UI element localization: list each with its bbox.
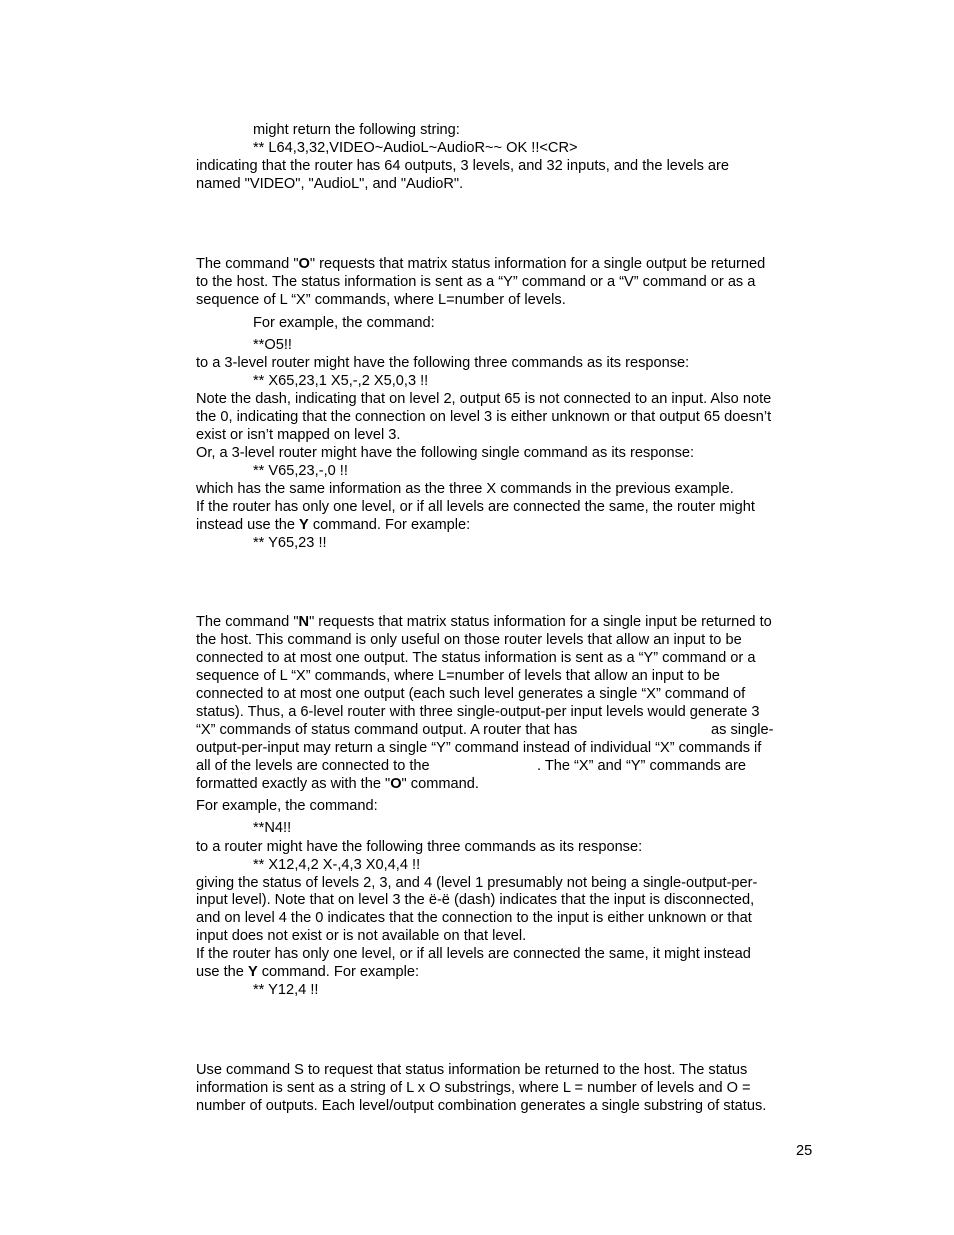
text-line: Note the dash, indicating that on level 2, output 65 is not connected to an input. Also note	[196, 391, 772, 407]
code-line: **O5!!	[253, 337, 292, 353]
command-letter: Y	[247, 964, 258, 980]
text-line: For example, the command:	[253, 315, 435, 331]
text-line: formatted exactly as with the "O" command.	[196, 776, 479, 792]
text-line: information is sent as a string of L x O substrings, where L = number of levels and O =	[196, 1080, 751, 1096]
text-line: For example, the command:	[196, 798, 378, 814]
text-line: might return the following string:	[253, 122, 460, 138]
text-line: If the router has only one level, or if all levels are connected the same, it might instead	[196, 946, 751, 962]
command-letter: Y	[299, 517, 309, 533]
text-line: use the Y command. For example:	[196, 964, 420, 980]
text-line: number of outputs. Each level/output combination generates a single substring of status.	[196, 1098, 767, 1114]
text-line: sequence of L “X” commands, where L=number of levels that allow an input to be	[196, 668, 720, 684]
text-line: to the host. The status information is sent as a “Y” command or a “V” command or as a	[196, 274, 756, 290]
text-line: input does not exist or is not available on that level.	[196, 928, 527, 944]
code-line: ** V65,23,-,0 !!	[253, 463, 348, 479]
text-line: . The “X” and “Y” commands are	[537, 758, 746, 774]
text-line: sequence of L “X” commands, where L=number of levels.	[196, 292, 566, 308]
text-line: status). Thus, a 6-level router with three single-output-per input levels would generate 3	[196, 704, 760, 720]
text-line: connected to at most one output. The status information is sent as a “Y” command or a	[196, 650, 756, 666]
text-line: connected to at most one output (each such level generates a single “X” command of	[196, 686, 746, 702]
text-line: instead use the Y command. For example:	[196, 517, 471, 533]
code-line: ** Y65,23 !!	[253, 535, 327, 551]
text-line: named "VIDEO", "AudioL", and "AudioR".	[196, 176, 464, 192]
code-line: ** X65,23,1 X5,-,2 X5,0,3 !!	[253, 373, 429, 389]
text-line: output-per-input may return a single “Y” command instead of individual “X” commands if	[196, 740, 762, 756]
text-line: and on level 4 the 0 indicates that the connection to the input is either unknown or that	[196, 910, 752, 926]
page-number: 25	[796, 1143, 813, 1159]
code-line: ** Y12,4 !!	[253, 982, 319, 998]
text-line: The command "N" requests that matrix status information for a single input be returned to	[196, 614, 772, 630]
command-letter: O	[298, 256, 310, 272]
code-line: ** X12,4,2 X-,4,3 X0,4,4 !!	[253, 857, 421, 873]
text-line: exist or isn’t mapped on level 3.	[196, 427, 401, 443]
text-line: all of the levels are connected to the	[196, 758, 430, 774]
code-line: ** L64,3,32,VIDEO~AudioL~AudioR~~ OK !!<CR>	[253, 140, 578, 156]
text-line: input level). Note that on level 3 the ë-ë (dash) indicates that the input is disconnected,	[196, 892, 755, 908]
text-line: as single-	[711, 722, 774, 738]
text-line: Or, a 3-level router might have the following single command as its response:	[196, 445, 695, 461]
text-line: giving the status of levels 2, 3, and 4 (level 1 presumably not being a single-output-per-	[196, 875, 758, 891]
command-letter: O	[390, 776, 402, 792]
text-line: to a router might have the following three commands as its response:	[196, 839, 643, 855]
text-line: The command "O" requests that matrix status information for a single output be returned	[196, 256, 766, 272]
text-line: the 0, indicating that the connection on level 3 is either unknown or that output 65 doesn’t	[196, 409, 772, 425]
text-line: indicating that the router has 64 outputs, 3 levels, and 32 inputs, and the levels are	[196, 158, 730, 174]
text-line: the host. This command is only useful on those router levels that allow an input to be	[196, 632, 742, 648]
command-letter: N	[298, 614, 310, 630]
text-line: If the router has only one level, or if all levels are connected the same, the router might	[196, 499, 755, 515]
text-line: Use command S to request that status information be returned to the host. The status	[196, 1062, 748, 1078]
text-line: which has the same information as the three X commands in the previous example.	[196, 481, 734, 497]
text-line: “X” commands of status command output. A router that has	[196, 722, 578, 738]
code-line: **N4!!	[253, 820, 292, 836]
text-line: to a 3-level router might have the following three commands as its response:	[196, 355, 690, 371]
